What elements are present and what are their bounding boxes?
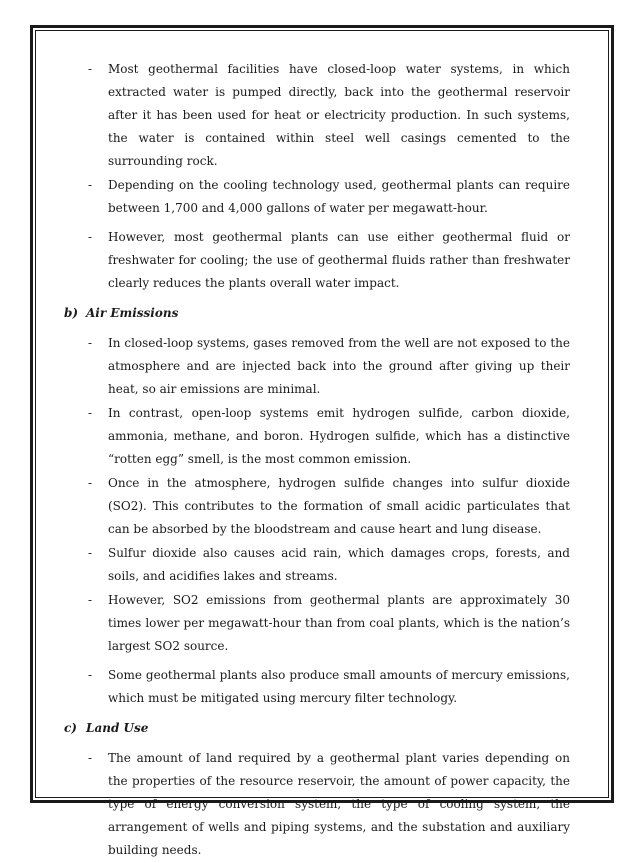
bullet-dash: - [88,406,93,420]
list-item: - However, SO2 emissions from geothermal plants are approximately 30 times lower per megawatt-hour than from coal plants, which is the nation’s largest SO2 source. [68,589,570,658]
section-heading-land-use [64,717,570,740]
bullet-dash: - [88,230,93,244]
list-item: - Once in the atmosphere, hydrogen sulfide changes into sulfur dioxide (SO2). This contributes to the formation of small acidic particulates that can be absorbed by the bloodstream and cause heart and lung disease. [68,472,570,541]
bullet-dash: - [88,751,93,765]
list-item: - In contrast, open-loop systems emit hydrogen sulfide, carbon dioxide, ammonia, methane, and boron. Hydrogen sulfide, which has a distinctive “rotten egg” smell, is the most common emission. [68,402,570,471]
document-body [64,58,570,863]
bullet-dash: - [88,178,93,192]
list-item: - Depending on the cooling technology used, geothermal plants can require between 1,700 and 4,000 gallons of water per megawatt-hour. [68,174,570,220]
section-letter: c) [64,721,77,735]
list-item: - Sulfur dioxide also causes acid rain, which damages crops, forests, and soils, and acidifies lakes and streams. [68,542,570,588]
section-letter: b) [64,306,79,320]
list-item: - The amount of land required by a geothermal plant varies depending on the properties of the resource reservoir, the amount of power capacity, the type of energy conversion system, the type of cooling system, the arrangement of wells and piping systems, and the substation and auxiliary building needs. [68,747,570,862]
list-item: - In closed-loop systems, gases removed from the well are not exposed to the atmosphere and are injected back into the ground after giving up their heat, so air emissions are minimal. [68,332,570,401]
water-list [68,58,570,295]
bullet-dash: - [88,476,93,490]
section-title: Land Use [86,721,149,735]
list-item: - Some geothermal plants also produce small amounts of mercury emissions, which must be mitigated using mercury filter technology. [68,664,570,710]
bullet-dash: - [88,336,93,350]
bullet-dash: - [88,546,93,560]
section-heading-air-emissions [64,302,570,325]
bullet-dash: - [88,593,93,607]
air-emissions-list [68,332,570,710]
bullet-dash: - [88,668,93,682]
list-item: - However, most geothermal plants can use either geothermal fluid or freshwater for cooling; the use of geothermal fluids rather than freshwater clearly reduces the plants overall water impact. [68,226,570,295]
land-use-list [68,747,570,862]
bullet-dash: - [88,62,93,76]
section-title: Air Emissions [86,306,179,320]
list-item: - Most geothermal facilities have closed-loop water systems, in which extracted water is pumped directly, back into the geothermal reservoir after it has been used for heat or electricity production. In such systems, the water is contained within steel well casings cemented to the surrounding rock. [68,58,570,173]
